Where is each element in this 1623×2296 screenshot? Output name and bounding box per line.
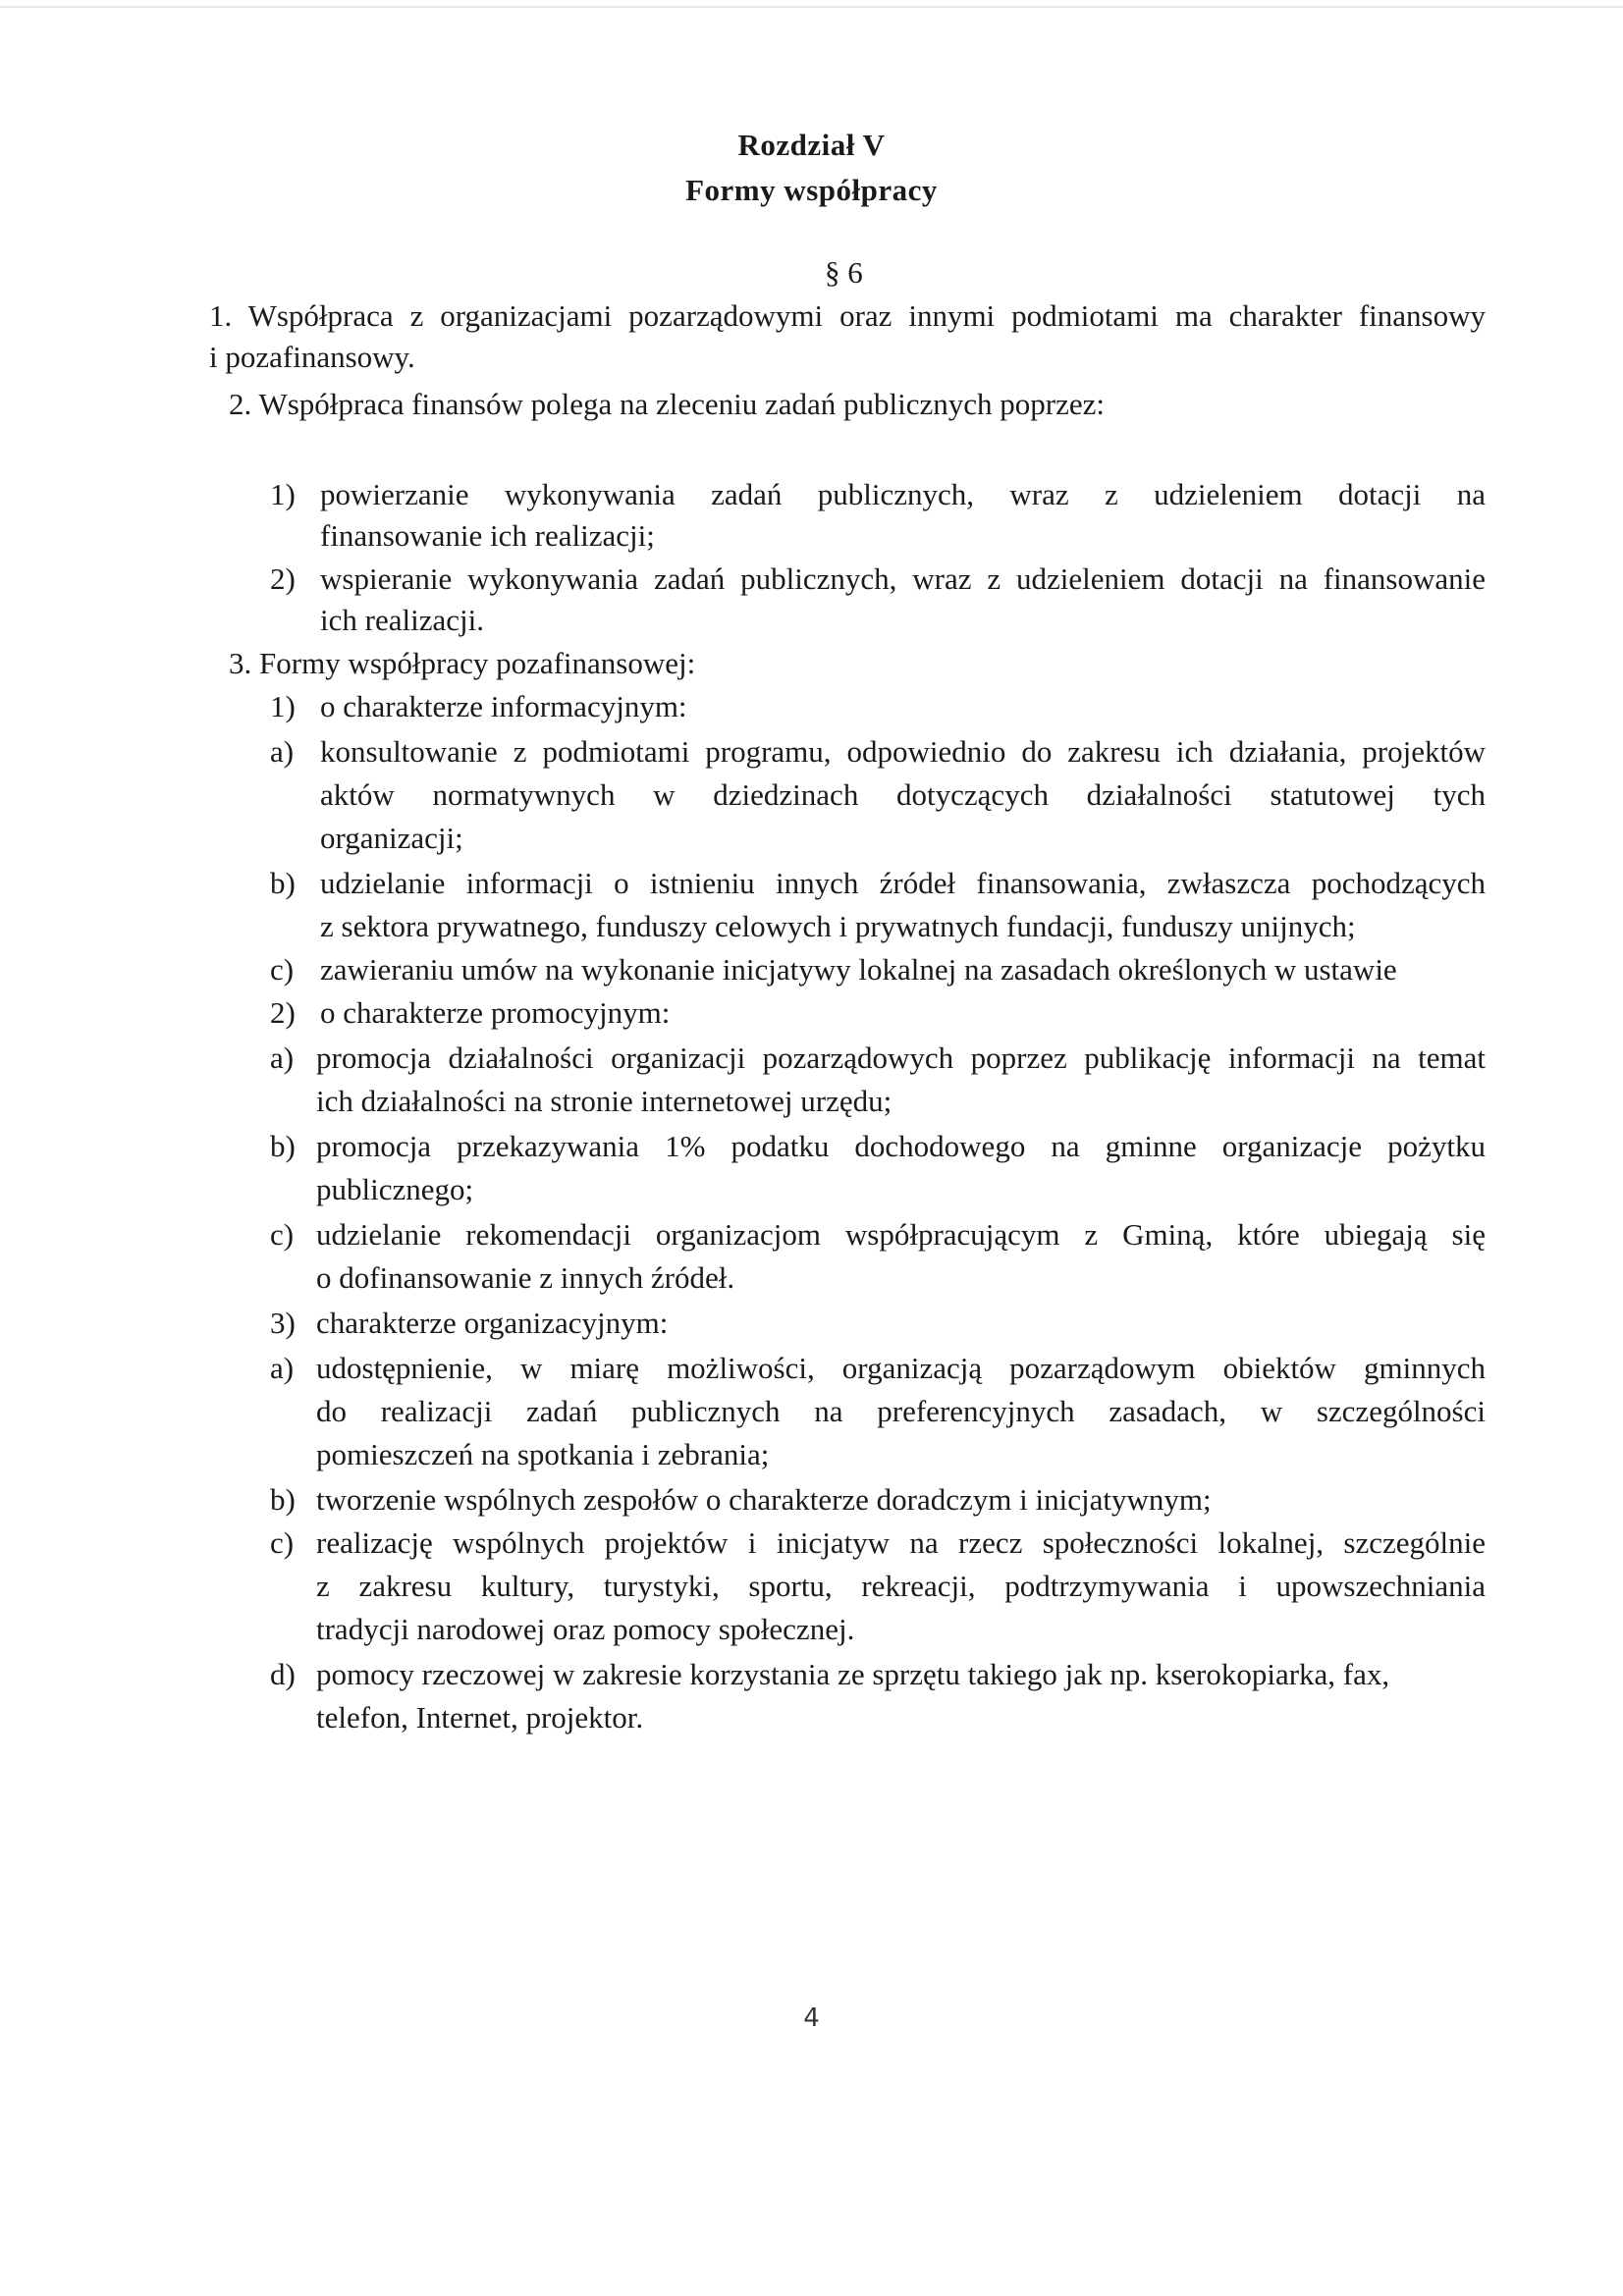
- list-item-line: udzielanie rekomendacji organizacjom współpracującym z Gminą, które ubiegają się: [316, 1217, 1486, 1252]
- list-item-line: z sektora prywatnego, funduszy celowych i prywatnych fundacji, funduszy unijnych;: [320, 909, 1356, 943]
- list-item-line: o dofinansowanie z innych źródeł.: [316, 1260, 735, 1295]
- list-item-line: realizację wspólnych projektów i inicjatyw na rzecz społeczności lokalnej, szczególnie: [316, 1525, 1486, 1560]
- list-item-line: konsultowanie z podmiotami programu, odpowiednio do zakresu ich działania, projektów: [320, 734, 1486, 769]
- list-item-letter: b): [270, 1129, 296, 1163]
- group-label: charakterze organizacyjnym:: [316, 1306, 669, 1340]
- list-item-line: pomocy rzeczowej w zakresie korzystania ze sprzętu takiego jak np. kserokopiarka, fax,: [316, 1657, 1390, 1691]
- group-number: 2): [270, 995, 296, 1030]
- p2-item-line: finansowanie ich realizacji;: [320, 518, 655, 553]
- group-label: o charakterze informacyjnym:: [320, 689, 687, 723]
- p2-intro: 2. Współpraca finansów polega na zleceniu zadań publicznych poprzez:: [229, 387, 1106, 421]
- list-item-letter: c): [270, 1217, 295, 1252]
- p3-intro: 3. Formy współpracy pozafinansowej:: [229, 646, 696, 680]
- list-item-letter: b): [270, 1482, 296, 1517]
- chapter-heading: Rozdział V: [737, 128, 886, 162]
- group-number: 3): [270, 1306, 296, 1340]
- list-item-line: promocja przekazywania 1% podatku dochodowego na gminne organizacje pożytku: [316, 1129, 1486, 1163]
- scan-edge-line: [0, 6, 1623, 8]
- p2-item-number: 2): [270, 561, 296, 596]
- list-item-line: tworzenie wspólnych zespołów o charakterze doradczym i inicjatywnym;: [316, 1482, 1212, 1517]
- list-item-letter: d): [270, 1657, 296, 1691]
- list-item-line: promocja działalności organizacji pozarządowych poprzez publikację informacji na temat: [316, 1041, 1486, 1075]
- list-item-line: ich działalności na stronie internetowej urzędu;: [316, 1084, 893, 1118]
- list-item-line: z zakresu kultury, turystyki, sportu, rekreacji, podtrzymywania i upowszechniania: [316, 1569, 1486, 1603]
- chapter-title: Formy współpracy: [685, 173, 938, 207]
- list-item-letter: c): [270, 1525, 295, 1560]
- list-item-line: do realizacji zadań publicznych na preferencyjnych zasadach, w szczególności: [316, 1394, 1486, 1428]
- list-item-letter: a): [270, 1351, 295, 1385]
- list-item-line: aktów normatywnych w dziedzinach dotyczących działalności statutowej tych: [320, 777, 1486, 812]
- list-item-line: tradycji narodowej oraz pomocy społecznej.: [316, 1612, 855, 1646]
- page-number: 4: [803, 2003, 820, 2033]
- p2-item-line: ich realizacji.: [320, 603, 484, 637]
- list-item-line: telefon, Internet, projektor.: [316, 1700, 644, 1735]
- p2-item-number: 1): [270, 477, 296, 511]
- list-item-line: pomieszczeń na spotkania i zebrania;: [316, 1437, 770, 1471]
- list-item-line: publicznego;: [316, 1172, 474, 1206]
- p2-item-line: powierzanie wykonywania zadań publicznych, wraz z udzieleniem dotacji na: [320, 477, 1486, 511]
- list-item-letter: c): [270, 952, 295, 987]
- p2-item-line: wspieranie wykonywania zadań publicznych, wraz z udzieleniem dotacji na finansowanie: [320, 561, 1486, 596]
- list-item-line: udostępnienie, w miarę możliwości, organizacją pozarządowym obiektów gminnych: [316, 1351, 1486, 1385]
- group-number: 1): [270, 689, 296, 723]
- list-item-line: zawieraniu umów na wykonanie inicjatywy lokalnej na zasadach określonych w ustawie: [320, 952, 1397, 987]
- list-item-line: udzielanie informacji o istnieniu innych źródeł finansowania, zwłaszcza pochodzących: [320, 866, 1486, 900]
- group-label: o charakterze promocyjnym:: [320, 995, 671, 1030]
- p1-line1: 1. Współpraca z organizacjami pozarządowymi oraz innymi podmiotami ma charakter finansowy: [209, 298, 1486, 333]
- p1-line2: i pozafinansowy.: [209, 340, 415, 374]
- section-sign: § 6: [825, 255, 863, 290]
- list-item-letter: b): [270, 866, 296, 900]
- list-item-letter: a): [270, 734, 295, 769]
- list-item-letter: a): [270, 1041, 295, 1075]
- list-item-line: organizacji;: [320, 821, 463, 855]
